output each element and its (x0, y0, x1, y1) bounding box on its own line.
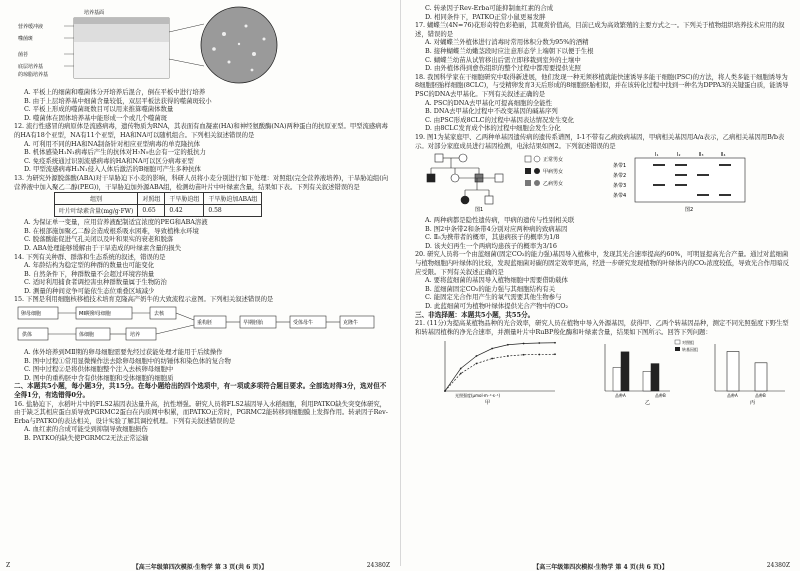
q15-stem: 15. 下图是利用细胞核移植技术培育克隆高产奶牛的大致流程示意图。下列相关叙述错误的是 (14, 295, 274, 304)
option: D. 测量的种间竞争可能依生态位重叠区域减少 (24, 286, 155, 295)
option: B. PATKO的缺失使PGRMC2无法正常运输 (24, 434, 149, 442)
legend-transgenic: 转基因组 (682, 347, 698, 353)
legend-normal: 正常男女 (543, 157, 564, 164)
data-point (507, 344, 509, 346)
footer-code: 24380Z (366, 562, 390, 569)
footer-page-info: 【高三年级第四次模拟·生物学 第 4 页(共 6 页)】 (533, 564, 668, 571)
flow-node: 重构胚 (197, 320, 213, 327)
fig1-caption: 图1 (475, 207, 484, 214)
table-header: 干旱胁迫加ABA组 (204, 193, 262, 205)
data-point (491, 348, 493, 350)
option: A. 可利用不同的HA和NA制备针对相应亚型病毒的单克隆抗体 (24, 139, 201, 148)
right-column-text (415, 4, 790, 410)
data-point (523, 343, 525, 345)
bar (651, 364, 659, 391)
option: D. 由外植体得到愈伤组织的整个过程中都需要提供光照 (425, 64, 581, 73)
option: B. DNA去甲基化过程中不改变基因的碱基序列 (425, 107, 558, 116)
q-frag-options (14, 88, 390, 122)
option: C. 转录因子Rev-Erba可能抑制血红素的合成 (425, 4, 554, 12)
label-buffer: 营养缓冲液 (18, 24, 44, 30)
x-axis-label: 光照强度(μmol·m⁻²·s⁻¹) (455, 393, 501, 399)
q18-options (415, 99, 790, 133)
bar (727, 352, 739, 391)
label-bottom-medium: 底层培养基 (18, 64, 44, 70)
bar (755, 363, 767, 391)
flow-node: 早期胚胎 (243, 320, 264, 327)
option: A. 对蝴蝶兰外植体进行消毒时常用体积分数为95%的酒精 (425, 38, 589, 47)
table-header: 对照组 (138, 193, 165, 205)
option: D. ABA处理能够缓解由于干旱造成的叶绿素含量的损失 (24, 243, 182, 252)
q13-stem: 13. 为研究外源脱落酸(ABA)对干旱胁迫下小麦的影响，科研人员将小麦分别进行如下处理：对照组(完全营养液培养)，干旱胁迫组(向营养液中加入聚乙二醇(PEG))，干旱胁迫加外源ABA组，检测幼苗叶片中叶绿素含量，结果如下表。下列有关叙述错误的是 (14, 173, 389, 191)
option: D. 图中的重构胚中含有供体细胞和受体细胞的细胞质 (24, 373, 174, 382)
option: A. 要将蓝细菌的基因导入植物细胞中需要借助载体 (425, 276, 568, 285)
option: D. 由8CLC发育成个体的过程中细胞会发生分化 (425, 124, 561, 133)
data-point (538, 343, 540, 345)
footer-code: 24380Z (766, 562, 790, 569)
option: B. 蓝细菌固定CO₂的能力强与其细胞结构有关 (425, 284, 556, 293)
option: C. 适时利用捕食者调控害虫种群数量属于生物防治 (24, 278, 167, 287)
data-point (476, 363, 478, 365)
legend-disease-a: 甲病男女 (543, 169, 564, 176)
q16-options-cont (415, 4, 790, 21)
band-label: 条带4 (613, 193, 627, 200)
petri-dish-diagram (14, 4, 304, 86)
data-point (554, 354, 556, 356)
data-point (476, 356, 478, 358)
footer-mark: Z (6, 562, 11, 569)
q19-options (415, 216, 790, 250)
option: D. 甲型流感病毒H₁N₁侵入人体后激活的B细胞可产生多种抗体 (24, 165, 201, 174)
option: C. 蝴蝶兰幼苗从试管移出后需立即移栽到室外的土壤中 (425, 55, 581, 64)
option: C. 图中过程②是将供体细胞整个注入去核卵母细胞中 (24, 365, 174, 374)
q16-stem: 16. 盐胁迫下，水稻叶片中的FLS2基因表达量升高，抗性增强。研究人员将FLS2基因导入水稻细胞，利用PATKO缺失突变体研究，由于缺乏其相应蛋白质导致PGRMC2蛋白在内质网中积累，而PATKO正常时，PGRMC2能转移到细胞膜上发挥作用。转录因子Rev-Erba与PATKO的表达相关，设计实验了解其调控机理。下列有关叙述错误的是 (14, 399, 388, 425)
option: C. 平板上形成的噬菌斑数目可以用来推算噬菌体数量 (24, 105, 174, 114)
option: C. Ⅱ₅为携带者的概率，其患病孩子的概率为1/8 (425, 233, 560, 242)
band-label: 条带1 (613, 163, 627, 170)
q15-options (14, 348, 390, 382)
option: D. 此蓝细菌可为植物叶绿体提供光合产物中的CO₂ (425, 302, 569, 311)
tick-label: 品种A (727, 393, 738, 399)
q17-options (415, 38, 790, 72)
q20-stem: 20. 研究人员将一个由蓝细菌(固定CO₂的能力强)基因导入植株中，发现其光合速率提高约60%，可明显提高光合产量。通过对蓝细菌与植物细胞内叶绿体的比较，发现蓝细菌对碳的固定效率更高，经进一步研究发现植物的叶绿体内的CO₂浓度较低，导致光合作用暗反应受限。下列有关叙述正确的是 (415, 250, 789, 276)
table-header: 干旱胁迫组 (165, 193, 204, 205)
q13-options (14, 218, 390, 252)
left-column-text (14, 88, 390, 443)
table-cell: 0.42 (165, 205, 204, 217)
bar-chart-bing (715, 344, 785, 398)
label-agar: 的琼脂培养基 (18, 72, 49, 78)
option: B. 图2中条带2和条带4分别对应两种病的致病基因 (425, 224, 568, 233)
legend-disease-b: 乙病男女 (543, 181, 564, 188)
table-cell: 0.65 (138, 205, 165, 217)
option: B. 图中过程①常用显微操作法去除卵母细胞中的纺锤体和染色体的复合物 (24, 356, 231, 365)
band-label: 条带2 (613, 173, 627, 180)
option: C. 由PSC形成8CLC的过程中基因表达情况发生变化 (425, 115, 575, 124)
q21-charts (415, 336, 791, 406)
electrophoresis-gel (613, 152, 745, 213)
q20-options (415, 276, 790, 310)
q15-flow-diagram (14, 304, 384, 344)
flow-node: 去核 (154, 311, 165, 318)
option: B. 在根部施加聚乙二醇会造成根系吸水困难，导致植株水环境 (24, 226, 199, 235)
table-header: 组别 (55, 193, 138, 205)
flow-node: 培养 (130, 332, 141, 339)
legend-control: 对照组 (682, 340, 694, 346)
bar (643, 372, 651, 392)
data-point (523, 354, 525, 356)
q17-stem: 17. 蝴蝶兰(4N=76)花形奇特色彩艳丽，其观赏价值高，目前已成为高效繁殖的主要方式之一。下列关于植物组织培养技术应用的叙述，错误的是 (415, 21, 785, 38)
option: A. 平板上的细菌和噬菌体分开培养后混合，倒在平板中进行培养 (24, 88, 206, 96)
flow-node: 克隆牛 (343, 320, 359, 327)
label-medium-top: 培养基面 (84, 10, 105, 16)
label-lawn: 菌苔 (18, 52, 29, 58)
q12-stem: 12. 流行性感冒的病原体是流感病毒，遗传物质为RNA，其表面有血凝素(HA)和神经氨酸酶(NA)两种蛋白的抗原亚型。甲型流感病毒的HA有18个亚型，NA有11个亚型，HA和NA可以随机组合。下列相关叙述错误的是 (14, 122, 388, 139)
q19-figures (415, 150, 785, 212)
bar-chart-yi (605, 344, 670, 391)
flow-node: 卵母细胞 (21, 311, 42, 318)
chart-title-yi: 乙 (645, 400, 651, 407)
option: D. 噬菌体在固体培养基中能形成一个或几个噬菌斑 (24, 113, 168, 122)
flow-node: MⅡ期卵母细胞 (79, 311, 111, 318)
fig2-caption: 图2 (685, 207, 694, 214)
flow-node: 受体母牛 (293, 320, 314, 327)
lane-label: Ⅱ₄ (721, 152, 726, 159)
option: D. 该夫妇再生一个两病均患孩子的概率为3/16 (425, 241, 557, 250)
q14-options (14, 261, 390, 295)
data-point (554, 342, 556, 344)
table-row-label: 叶片叶绿素含量(mg/g·FW) (55, 205, 138, 217)
lane-label: Ⅰ₁ (655, 152, 659, 159)
band-label: 条带3 (613, 183, 627, 190)
bar (621, 352, 629, 391)
option: B. 机体感染H₁N₁病毒后产生的抗体对H₇N₉也会有一定的抵抗力 (24, 148, 206, 157)
data-point (491, 358, 493, 360)
series-line (445, 343, 555, 391)
label-plaque: 噬菌斑 (18, 36, 34, 42)
section-title: 二、本题共5小题，每小题3分，共15分。在每小题给出的四个选项中，有一项或多项符合题目要求。全部选对得3分，选对但不全得1分，有选错得0分。 (14, 382, 387, 400)
option: C. 能固定光合作用产生的氧气需要其他生物参与 (425, 293, 562, 302)
bar (613, 368, 621, 392)
option: B. 接种蝴蝶兰幼嫩茎段时应注意形态学上端朝下以便于生根 (425, 46, 594, 55)
q14-stem: 14. 下列有关种群、群落和生态系统的叙述，错误的是 (14, 252, 166, 261)
footer-page-info: 【高三年级第四次模拟·生物学 第 3 页(共 6 页)】 (132, 564, 268, 571)
table-cell: 0.58 (204, 205, 262, 217)
pedigree-chart (427, 154, 503, 204)
q16-options (14, 425, 390, 442)
option: A. PSC的DNA去甲基化可提高细胞的全能性 (425, 98, 553, 107)
option: A. 为保证单一变量，应用营养液配制适宜浓度的PEG和ABA溶液 (24, 218, 208, 227)
data-point (460, 368, 462, 370)
right-page (400, 0, 800, 571)
line-chart (444, 341, 556, 392)
option: C. 脱落酸能促进气孔关闭以及叶和果实的衰老和脱落 (24, 235, 174, 244)
petri-figure (14, 4, 390, 86)
category-label: 品种B (655, 393, 666, 399)
option: A. 血红素的合成可能受到抑制导致细胞损伤 (24, 425, 148, 434)
series-line (445, 355, 555, 392)
data-point (507, 356, 509, 358)
data-point (538, 354, 540, 356)
q18-stem: 18. 我国科学家在干细胞研究中取得新进展，他们发现一种无须移植就能快速诱导多能干细胞(PSC)的方法，将人类多能干细胞诱导为8细胞胚胎样细胞(8CLC)，与受精卵发育3天后形成的8细胞胚胎相似，并在该转化过程中找到一种名为DPPA3的关键蛋白质，能诱导PSC的DNA去甲基化。下列有关叙述正确的是 (415, 72, 789, 98)
q21-stem: 21. (11分)为提高某植物品种的光合效率，研究人员在植物中导入外源基因，获得甲、乙两个转基因品种，测定不同光照强度下野生型和转基因植株的净光合速率，并测量叶片中RuBP羧化酶和叶绿素含量，结果如下图所示。回答下列问题： (415, 319, 789, 336)
flow-node: 供体 (22, 332, 33, 339)
q13-table (54, 192, 262, 217)
tick-label: 品种B (755, 393, 766, 399)
q19-stem: 19. 图1为某家庭甲、乙两种单基因遗传病的遗传系谱图，Ⅰ-1不带有乙病致病基因，甲病相关基因用A/a表示，乙病相关基因用B/b表示。对部分家庭成员进行基因检测，电泳结果如图2。下列叙述错误的是 (415, 132, 785, 150)
option: D. 相同条件下，PATKO正常小鼠更易发胖 (425, 12, 546, 21)
data-point (444, 391, 446, 393)
q12-options (14, 140, 390, 174)
option: A. 两种病都是隐性遗传病，甲病的遗传与性别相关联 (425, 216, 575, 225)
option: A. 体外培养到MⅡ期的卵母细胞需要先经过获能处理才能用于后续操作 (24, 348, 223, 357)
section-title: 三、非选择题：本题共5小题，共55分。 (415, 310, 535, 319)
option: C. 免疫系统通过识别流感病毒的HA和NA可以区分病毒亚型 (24, 156, 194, 165)
chart-title-bing: 丙 (750, 400, 756, 407)
flow-node: 体细胞 (79, 332, 95, 339)
lane-label: Ⅱ₃ (699, 152, 704, 159)
category-label: 品种A (615, 393, 626, 399)
chart-title-jia: 甲 (485, 400, 491, 407)
lane-label: Ⅰ₂ (677, 152, 681, 159)
option: A. 年龄结构为稳定型的种群的数量也可能变化 (24, 261, 155, 270)
option: B. 由于上层培养基中细菌含量较低，双层平板法获得的噬菌斑较小 (24, 96, 212, 105)
data-point (460, 373, 462, 375)
option: B. 自然条件下，种群数量不会超过环境容纳量 (24, 269, 155, 278)
